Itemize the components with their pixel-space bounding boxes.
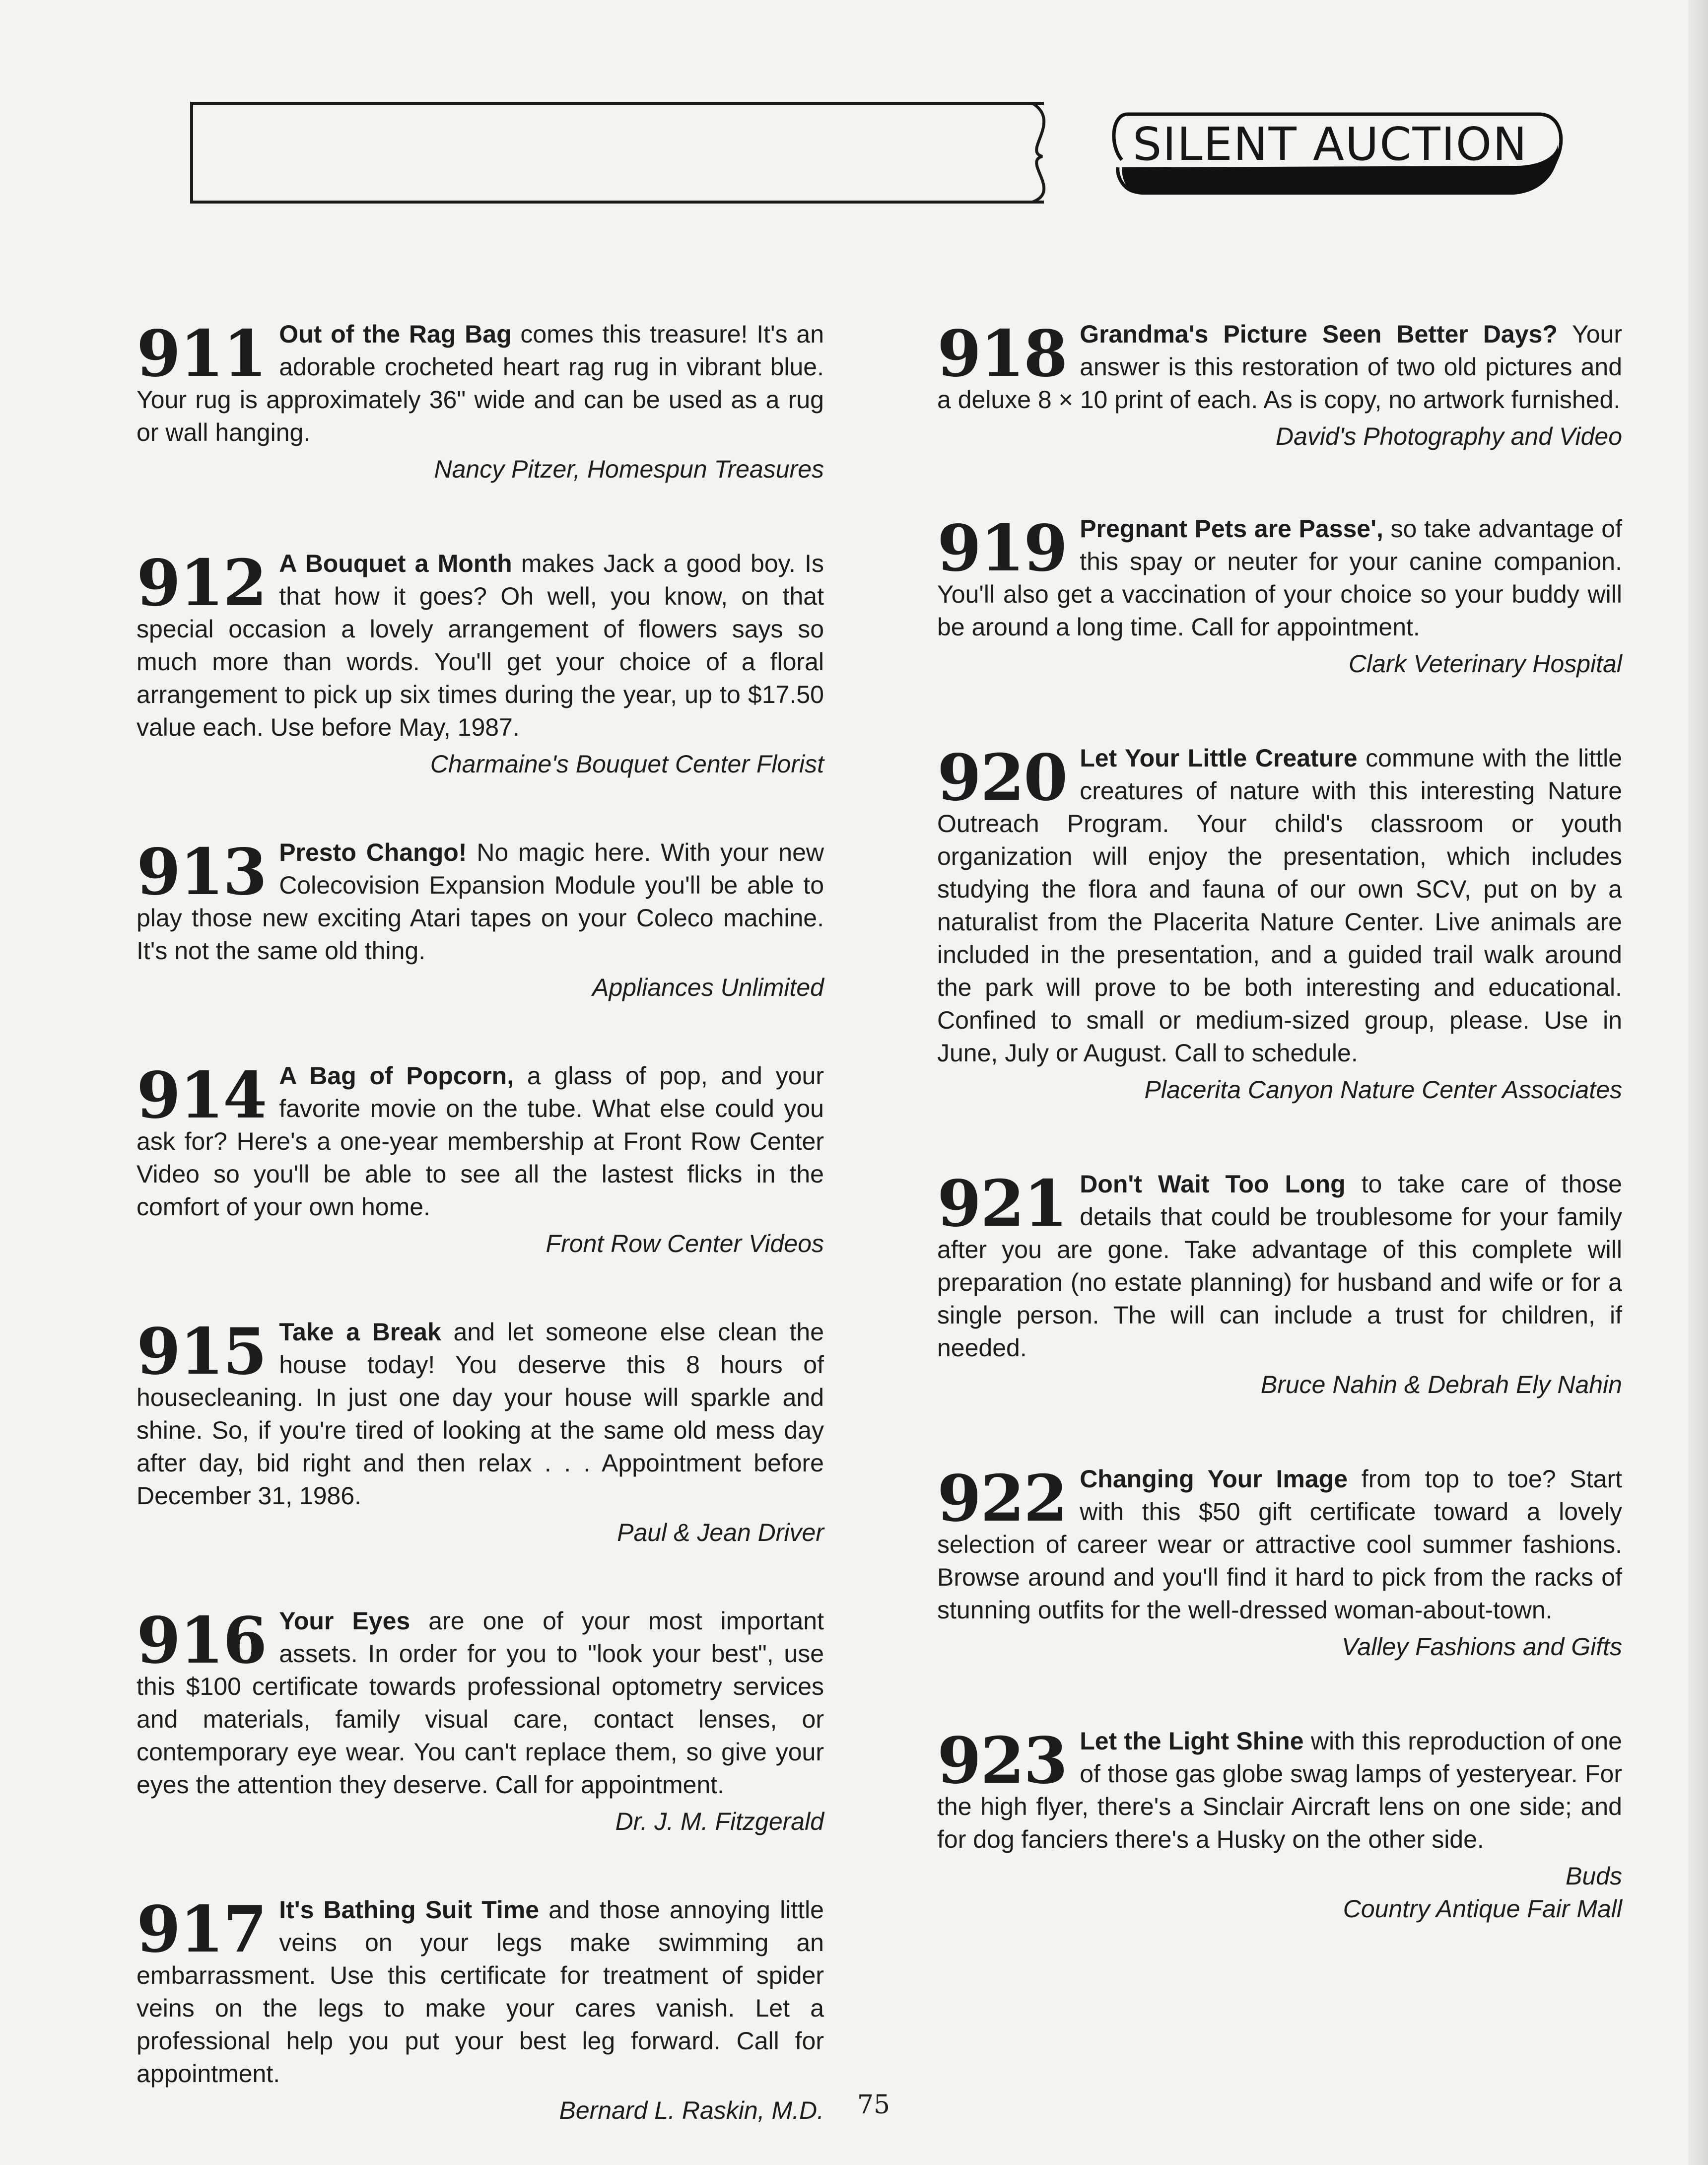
item-donor: Valley Fashions and Gifts (1341, 1633, 1622, 1661)
item-title: Let Your Little Creature (1080, 744, 1358, 772)
item-donor: Paul & Jean Driver (617, 1519, 824, 1546)
item-donor: Bruce Nahin & Debrah Ely Nahin (1260, 1371, 1622, 1398)
item-title: A Bag of Popcorn, (279, 1062, 514, 1090)
item-body: to take care of those details that could be troublesome for your family after you are gone. Take advantage of this complete will preparation (no estate planning) for husband and wife or for a single person. The will can include a trust for children, if needed. (937, 1170, 1622, 1362)
right-column (937, 318, 1622, 1925)
item-title: A Bouquet a Month (279, 550, 512, 577)
item-body: Your answer is this restoration of two old pictures and a deluxe 8 × 10 print of each. As is copy, no artwork furnished. (937, 320, 1622, 414)
item-title: Out of the Rag Bag (279, 320, 512, 348)
item-title: Pregnant Pets are Passe', (1080, 515, 1383, 543)
item-number: 913 (137, 835, 267, 909)
item-donor: Nancy Pitzer, Homespun Treasures (434, 455, 824, 483)
header-box (190, 102, 1044, 204)
item-title: Take a Break (279, 1318, 441, 1346)
auction-item-916 (137, 1605, 824, 1838)
item-body: with this reproduction of one of those gas globe swag lamps of yesteryear. For the high flyer, there's a Sinclair Aircraft lens on one side; and for dog fanciers there's a Husky on the other side. (937, 1727, 1622, 1853)
item-donor: Bernard L. Raskin, M.D. (559, 2096, 824, 2124)
auction-item-913 (137, 836, 824, 1004)
auction-item-912 (137, 547, 824, 780)
item-number: 921 (937, 1167, 1067, 1241)
item-donor: Dr. J. M. Fitzgerald (615, 1808, 824, 1835)
auction-item-919 (937, 512, 1622, 680)
item-donor: Placerita Canyon Nature Center Associates (1144, 1076, 1622, 1104)
header-scroll-curl (1023, 102, 1067, 204)
item-body: from top to toe? Start with this $50 gift certificate toward a lovely selection of career wear or attractive cool summer fashions. Browse around and you'll find it hard to pick from the racks of stunning outfits for the well-dressed woman-about-town. (937, 1465, 1622, 1624)
page-edge (1688, 0, 1708, 2165)
item-title: Your Eyes (279, 1607, 410, 1635)
item-donor-location: Country Antique Fair Mall (1343, 1895, 1622, 1923)
item-body: and those annoying little veins on your legs make swimming an embarrassment. Use this certificate for treatment of spider veins on the legs to make your cares vanish. Let a professional help you put your best leg forward. Call for appointment. (137, 1896, 824, 2088)
item-donor (937, 1860, 1622, 1925)
left-column (137, 318, 824, 2127)
item-number: 918 (937, 317, 1067, 391)
auction-item-914 (137, 1059, 824, 1260)
item-number: 923 (937, 1724, 1067, 1798)
item-donor: Charmaine's Bouquet Center Florist (430, 750, 824, 778)
item-body: a glass of pop, and your favorite movie on the tube. What else could you ask for? Here's a one-year membership at Front Row Center Video so you'll be able to see all the lastest flicks in the comfort of your own home. (137, 1062, 824, 1221)
item-donor: Clark Veterinary Hospital (1348, 650, 1622, 678)
item-number: 920 (937, 741, 1067, 815)
item-body: commune with the little creatures of nature with this interesting Nature Outreach Program. Your child's classroom or youth organization will enjoy the presentation, which includes studying the flora and fauna of our own SCV, put on by a naturalist from the Placerita Nature Center. Live animals are included in the presentation, and a guided trail walk around the park will prove to be both interesting and educational. Confined to small or medium-sized group, please. Use in June, July or August. Call to schedule. (937, 744, 1623, 1067)
item-title: Presto Chango! (279, 838, 467, 866)
item-body: are one of your most important assets. In order for you to "look your best", use this $100 certificate towards professional optometry services and materials, family visual care, contact lenses, or contemporary eye wear. You can't replace them, so give your eyes the attention they deserve. Call for appointment. (137, 1607, 824, 1799)
item-number: 915 (137, 1315, 267, 1389)
item-donor: David's Photography and Video (1276, 422, 1622, 450)
auction-item-920 (937, 742, 1622, 1106)
item-donor: Appliances Unlimited (592, 974, 824, 1001)
auction-item-918 (937, 318, 1622, 453)
item-title: It's Bathing Suit Time (279, 1896, 540, 1924)
item-body: and let someone else clean the house today! You deserve this 8 hours of housecleaning. In just one day your house will sparkle and shine. So, if you're tired of looking at the same old mess day after day, bid right and then relax . . . Appointment before December 31, 1986. (137, 1318, 824, 1510)
item-donor-name: Buds (1566, 1862, 1622, 1890)
auction-item-917 (137, 1893, 824, 2127)
item-number: 916 (137, 1604, 267, 1678)
item-title: Grandma's Picture Seen Better Days? (1080, 320, 1558, 348)
item-title: Changing Your Image (1080, 1465, 1348, 1493)
item-donor: Front Row Center Videos (546, 1230, 824, 1257)
item-number: 911 (137, 317, 267, 391)
auction-item-923 (937, 1725, 1622, 1925)
item-number: 917 (137, 1892, 267, 1967)
item-body: makes Jack a good boy. Is that how it goes? Oh well, you know, on that special occasion a lovely arrangement of flowers says so much more than words. You'll get your choice of a floral arrangement to pick up six times during the year, up to $17.50 value each. Use before May, 1987. (137, 550, 824, 741)
auction-item-911 (137, 318, 824, 486)
silent-auction-title: SILENT AUCTION (1132, 117, 1528, 171)
item-body: comes this treasure! It's an adorable crocheted heart rag rug in vibrant blue. Your rug is approximately 36" wide and can be used as a rug or wall hanging. (137, 320, 824, 446)
item-number: 914 (137, 1058, 267, 1133)
page-number: 75 (857, 2090, 890, 2120)
auction-item-921 (937, 1168, 1622, 1401)
auction-item-922 (937, 1463, 1622, 1663)
item-title: Don't Wait Too Long (1080, 1170, 1346, 1198)
item-number: 919 (937, 511, 1067, 586)
item-title: Let the Light Shine (1080, 1727, 1304, 1755)
item-number: 912 (137, 546, 267, 621)
auction-item-915 (137, 1316, 824, 1549)
item-body: No magic here. With your new Colecovision Expansion Module you'll be able to play those new exciting Atari tapes on your Coleco machine. It's not the same old thing. (137, 838, 824, 965)
item-body: so take advantage of this spay or neuter for your canine companion. You'll also get a vaccination of your choice so your buddy will be around a long time. Call for appointment. (937, 515, 1622, 641)
item-number: 922 (937, 1462, 1067, 1536)
